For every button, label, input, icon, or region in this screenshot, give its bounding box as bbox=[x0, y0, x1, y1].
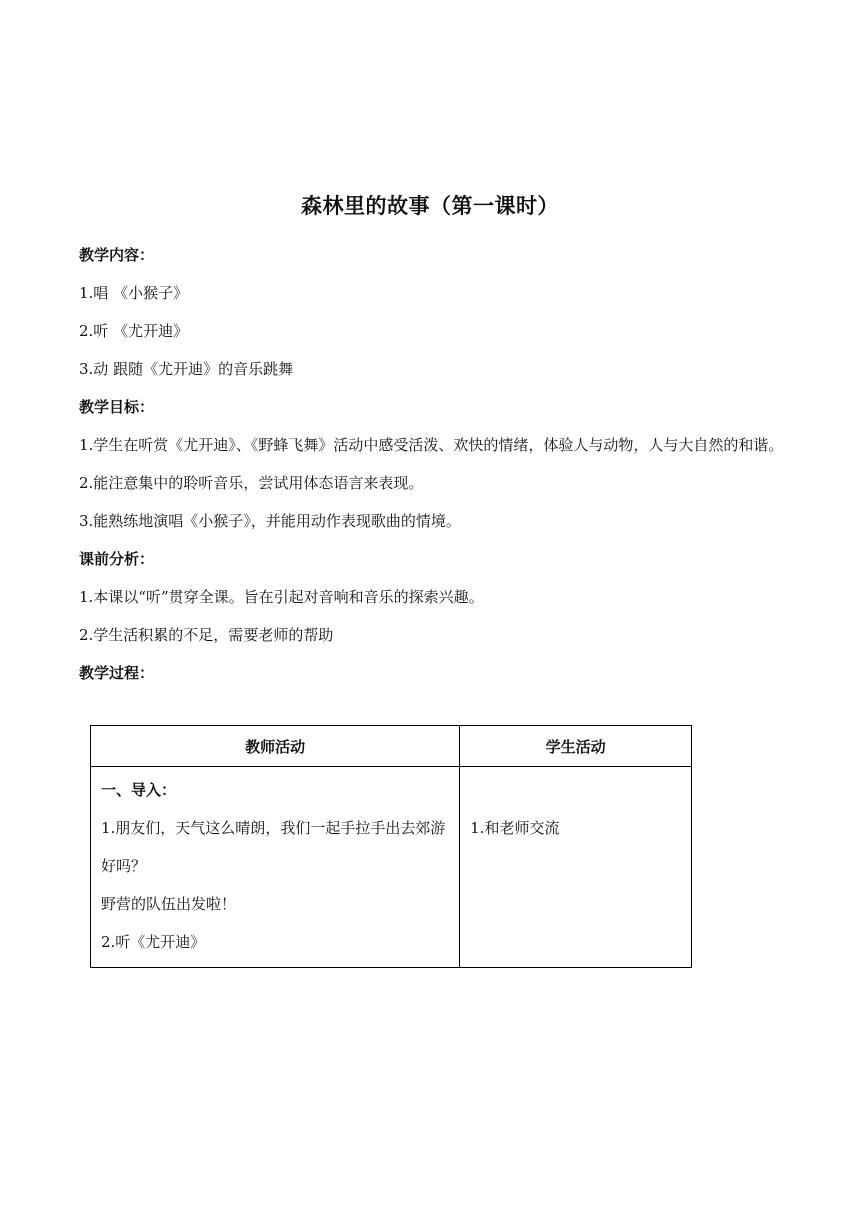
student-activity-cell bbox=[460, 767, 692, 968]
teacher-step-line: 野营的队伍出发啦！ bbox=[101, 895, 237, 913]
teacher-step-line: 1.朋友们，天气这么晴朗，我们一起手拉手出去郊游好吗？ bbox=[101, 819, 446, 875]
goal-item: 1.学生在听赏《尤开迪》、《野蜂飞舞》活动中感受活泼、欢快的情绪，体验人与动物，人与大自然的和谐。 bbox=[79, 436, 784, 454]
content-item: 1.唱 《小猴子》 bbox=[79, 284, 189, 302]
student-step-line: 1.和老师交流 bbox=[470, 819, 560, 837]
table-row bbox=[91, 767, 692, 968]
teacher-step-heading: 一、导入： bbox=[101, 781, 177, 799]
analysis-item: 1.本课以“听”贯穿全课。旨在引起对音响和音乐的探索兴趣。 bbox=[79, 588, 484, 606]
content-item: 3.动 跟随《尤开迪》的音乐跳舞 bbox=[79, 360, 294, 378]
goal-item: 2.能注意集中的聆听音乐，尝试用体态语言来表现。 bbox=[79, 474, 424, 492]
section-heading-goals: 教学目标： bbox=[79, 398, 155, 416]
table-header-row bbox=[91, 726, 692, 767]
content-item: 2.听 《尤开迪》 bbox=[79, 322, 189, 340]
document-body bbox=[79, 236, 789, 692]
header-student-activity: 学生活动 bbox=[460, 726, 692, 767]
section-heading-analysis: 课前分析： bbox=[79, 550, 155, 568]
goal-item: 3.能熟练地演唱《小猴子》，并能用动作表现歌曲的情境。 bbox=[79, 512, 461, 530]
section-heading-content: 教学内容： bbox=[79, 246, 155, 264]
page-title: 森林里的故事（第一课时） bbox=[301, 194, 559, 218]
header-teacher-activity: 教师活动 bbox=[91, 726, 460, 767]
teaching-process-table bbox=[90, 725, 692, 968]
teacher-activity-cell bbox=[91, 767, 460, 968]
analysis-item: 2.学生活积累的不足，需要老师的帮助 bbox=[79, 626, 334, 644]
section-heading-process: 教学过程： bbox=[79, 664, 155, 682]
teacher-step-line: 2.听《尤开迪》 bbox=[101, 933, 206, 951]
